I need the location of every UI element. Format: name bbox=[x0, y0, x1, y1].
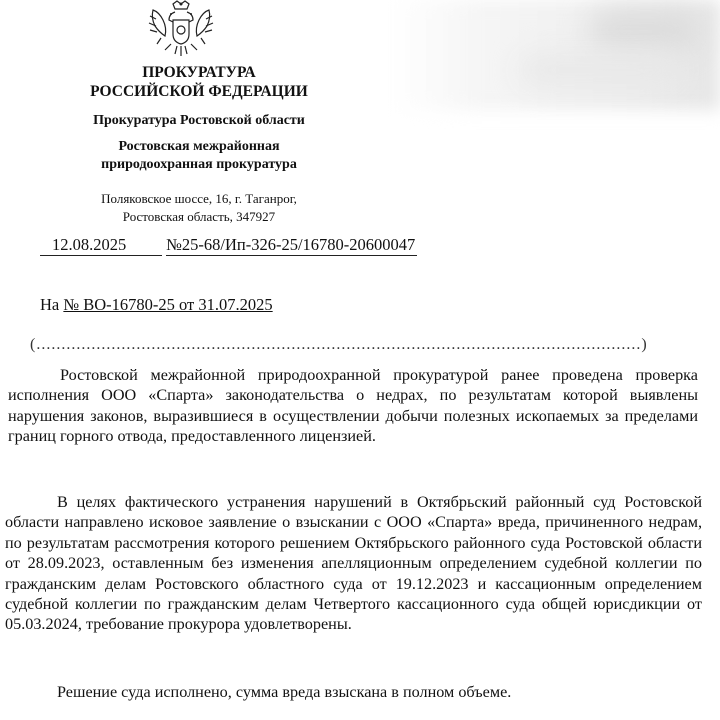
header-division bbox=[40, 138, 358, 174]
in-reply-reference: № ВО-16780-25 от 31.07.2025 bbox=[63, 295, 273, 314]
paragraph-3 bbox=[5, 682, 702, 702]
paragraph-1-text: Ростовской межрайонной природоохранной прокуратурой ранее проведена проверка исполнения ООО «Спарта» законодательства о недрах, по результатам которой выявлены нарушения законов, выразившиеся в осуществлении добычи полезных ископаемых за пределами границ горного отвода, предоставленного лицензией. bbox=[8, 366, 698, 446]
header-address bbox=[40, 190, 358, 226]
in-reply-to bbox=[40, 295, 273, 315]
division-line-2: природоохранная прокуратура bbox=[101, 157, 297, 172]
address-line-1: Поляковское шоссе, 16, г. Таганрог, bbox=[101, 191, 297, 206]
in-reply-prefix: На bbox=[40, 295, 60, 314]
header-organization bbox=[40, 63, 358, 101]
reference-number-prefix: № bbox=[166, 235, 182, 254]
truncated-text: (.........................................................................................................................) bbox=[30, 336, 648, 353]
paragraph-2 bbox=[5, 492, 702, 635]
reference-date: 12.08.2025 bbox=[40, 235, 162, 256]
paragraph-3-text: Решение суда исполнено, сумма вреда взыскана в полном объеме. bbox=[57, 683, 512, 701]
org-line-1: ПРОКУРАТУРА bbox=[142, 64, 256, 81]
paragraph-2-text: В целях фактического устранения нарушений в Октябрьский районный суд Ростовской области направлено исковое заявление о взыскании с ООО «Спарта» вреда, причиненного недрам, по результатам рассмотрения которого решением Октябрьского районного суда Ростовской области от 28.09.2023, оставленным без изменения апелляционным определением судебной коллегии по гражданским делам Ростовского областного суда от 19.12.2023 и кассационным определением судебной коллегии по гражданским делам Четвертого кассационного суда общей юрисдикции от 05.03.2024, требование прокурора удовлетворены. bbox=[5, 493, 702, 634]
blurred-region-part bbox=[590, 10, 700, 50]
russian-coat-of-arms-icon bbox=[147, 0, 215, 58]
blurred-region-part bbox=[520, 55, 680, 85]
outgoing-reference bbox=[40, 235, 417, 256]
paragraph-1 bbox=[8, 365, 698, 447]
org-line-2: РОССИЙСКОЙ ФЕДЕРАЦИИ bbox=[90, 83, 308, 100]
header-regional: Прокуратура Ростовской области bbox=[93, 113, 305, 128]
reference-number-block bbox=[166, 235, 417, 256]
reference-number: 25-68/Ип-326-25/16780-20600047 bbox=[181, 235, 416, 254]
address-line-2: Ростовская область, 347927 bbox=[122, 209, 276, 224]
truncated-text-line bbox=[30, 336, 648, 356]
division-line-1: Ростовская межрайонная bbox=[118, 139, 280, 154]
